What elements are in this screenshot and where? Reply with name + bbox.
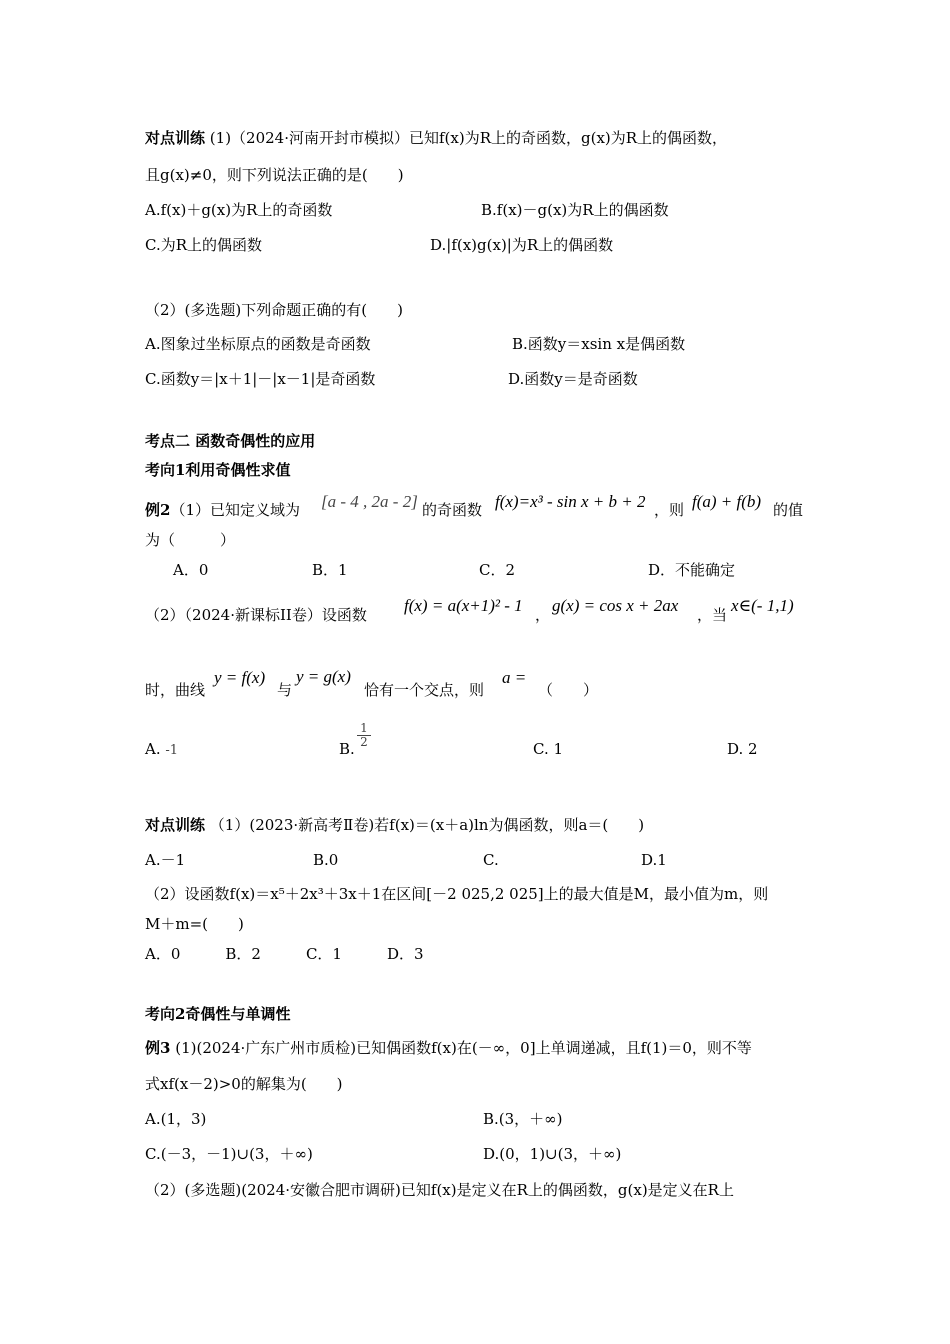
- practice-heading: 对点训练: [145, 129, 206, 147]
- practice-1-option-d: D.|f(x)g(x)|为R上的偶函数: [430, 236, 614, 254]
- direction-2-title: 考向2奇偶性与单调性: [145, 1005, 291, 1023]
- p2-f-expression: f(x) = a(x+1)² - 1: [404, 596, 523, 615]
- p2-when: ，当: [697, 606, 728, 624]
- p2-mid: 恰有一个交点，则: [364, 681, 485, 699]
- p2-option-a-value: -1: [165, 743, 179, 758]
- example-3-line3: （2）(多选题)(2024·安徽合肥市调研)已知f(x)是定义在R上的偶函数，g(x)是定义在R上: [145, 1181, 734, 1199]
- practice-1-option-c: C.为R上的偶函数: [145, 236, 263, 254]
- example-2-text-end: 的值: [773, 501, 804, 519]
- function-expression: f(x)=x³ - sin x + b + 2: [495, 492, 646, 511]
- fraction-denominator: 2: [360, 735, 368, 749]
- example-2-text-before: （1）已知定义域为: [170, 501, 300, 519]
- p2-option-c: C. 1: [533, 740, 564, 758]
- practice-1-option-b: B.f(x)－g(x)为R上的偶函数: [481, 201, 669, 219]
- example-3-label: 例3: [145, 1039, 171, 1057]
- domain-expression: [a - 4 , 2a - 2]: [321, 492, 418, 511]
- fab-expression: f(a) + f(b): [692, 492, 762, 511]
- practice-3-text: （1）(2023·新高考Ⅱ卷)若f(x)＝(x＋a)ln为偶函数，则a＝( ): [209, 816, 645, 834]
- example-3-option-b: B.(3，＋∞): [483, 1110, 563, 1128]
- practice-3-heading: 对点训练: [145, 816, 206, 834]
- practice-2-option-c: C.函数y＝|x＋1|－|x－1|是奇函数: [145, 370, 376, 388]
- practice-3-options: A．0 B．2 C．1 D．3: [145, 945, 424, 963]
- practice-3-option-b: B.0: [313, 851, 339, 869]
- example-2-part1-label-line: [145, 500, 300, 520]
- p2-option-b-fraction: [357, 722, 371, 749]
- example-2-text-then: ，则: [654, 501, 685, 519]
- practice-3-line1: [145, 815, 644, 835]
- section-title: 考点二 函数奇偶性的应用: [145, 432, 316, 450]
- fraction-numerator: 1: [360, 721, 368, 735]
- practice-1-text: (1)（2024·河南开封市模拟）已知f(x)为R上的奇函数，g(x)为R上的偶函数，: [209, 129, 728, 147]
- p2-range: x∈(- 1,1): [731, 596, 794, 615]
- practice-1-line1: [145, 128, 727, 148]
- practice-3-option-a: A.－1: [145, 851, 186, 869]
- direction-1-title: 考向1利用奇偶性求值: [145, 461, 291, 479]
- example-3-line2: 式xf(x－2)>0的解集为( ): [145, 1075, 343, 1093]
- p2-paren: （ ）: [538, 681, 599, 699]
- p2-curve-1: y = f(x): [214, 668, 266, 687]
- practice-1-line2: 且g(x)≠0，则下列说法正确的是( ): [145, 166, 404, 184]
- p2-option-a-label: A.: [145, 740, 161, 758]
- p2-option-b-label: B.: [339, 740, 355, 758]
- example-3-text: (1)(2024·广东广州市质检)已知偶函数f(x)在(－∞，0]上单调递减，且f(1)＝0，则不等: [175, 1039, 752, 1057]
- practice-1-option-a: A.f(x)＋g(x)为R上的奇函数: [145, 201, 333, 219]
- example-2-part2-before: （2）（2024·新课标II卷）设函数: [145, 606, 367, 624]
- example-2-label: 例2: [145, 501, 171, 519]
- example-2-option-d: D．不能确定: [648, 561, 736, 579]
- example-2-option-b: B．1: [312, 561, 348, 579]
- example-3-option-c: C.(－3，－1)∪(3，＋∞): [145, 1145, 313, 1163]
- practice-2-question: （2）(多选题)下列命题正确的有( ): [145, 301, 403, 319]
- example-2-option-c: C．2: [479, 561, 516, 579]
- p2-g-expression: g(x) = cos x + 2ax: [552, 596, 679, 615]
- p2-a: a =: [502, 668, 527, 687]
- p2-option-a: [145, 739, 178, 761]
- p2-line2-start: 时，曲线: [145, 681, 206, 699]
- example-2-line2: 为（ ）: [145, 531, 236, 549]
- p2-comma: ，: [535, 606, 551, 624]
- p2-with: 与: [277, 681, 293, 699]
- example-2-text-mid: 的奇函数: [422, 501, 483, 519]
- practice-2-option-b: B.函数y＝xsin x是偶函数: [512, 335, 686, 353]
- practice-2-option-a: A.图象过坐标原点的函数是奇函数: [145, 335, 371, 353]
- practice-3-line2: （2）设函数f(x)＝x⁵＋2x³＋3x＋1在区间[－2 025,2 025]上的最大值是M，最小值为m，则: [145, 885, 769, 903]
- practice-3-line3: M＋m=( ): [145, 915, 244, 933]
- practice-3-option-d: D.1: [641, 851, 667, 869]
- example-2-option-a: A．0: [173, 561, 209, 579]
- example-3-option-a: A.(1，3): [145, 1110, 207, 1128]
- example-3-line1: [145, 1038, 752, 1058]
- p2-option-d: D. 2: [727, 740, 758, 758]
- practice-2-option-d: D.函数y＝是奇函数: [508, 370, 638, 388]
- example-3-option-d: D.(0，1)∪(3，＋∞): [483, 1145, 622, 1163]
- practice-3-option-c: C.: [483, 851, 499, 869]
- p2-curve-2: y = g(x): [296, 667, 351, 686]
